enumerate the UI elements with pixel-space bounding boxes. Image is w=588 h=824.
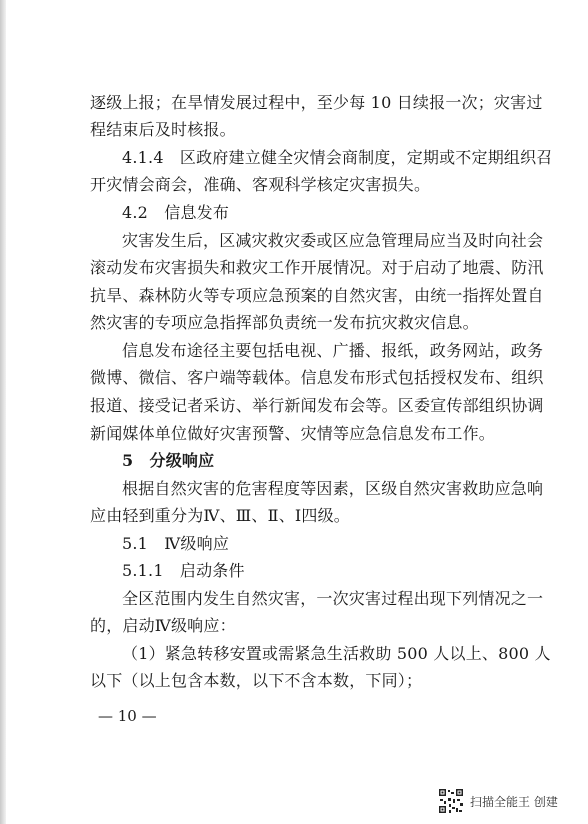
text-line: 然灾害的专项应急指挥部负责统一发布抗灾救灾信息。: [90, 313, 479, 332]
text-line: 以下（以上包含本数，以下不含本数，下同）；: [90, 671, 423, 690]
section-heading: 5.1.1 启动条件: [122, 561, 245, 580]
text-line: 的，启动Ⅳ级响应：: [90, 616, 236, 635]
qr-code-icon: [438, 788, 464, 814]
text-line: 抗旱、森林防火等专项应急预案的自然灾害，由统一指挥处置自: [90, 286, 544, 305]
section-heading: 4.2 信息发布: [122, 203, 230, 222]
page-edge-shadow: [0, 0, 6, 824]
text-line: 信息发布途径主要包括电视、广播、报纸，政务网站，政务: [122, 341, 544, 360]
text-line: 全区范围内发生自然灾害，一次灾害过程出现下列情况之一: [122, 589, 544, 608]
text-line: 微博、微信、客户端等载体。信息发布形式包括授权发布、组织: [90, 368, 544, 387]
text-line: 4.1.4 区政府建立健全灾情会商制度，定期或不定期组织召: [122, 148, 553, 167]
section-heading: 5.1 Ⅳ级响应: [122, 534, 230, 553]
text-line: 程结束后及时核报。: [90, 120, 236, 139]
text-line: 滚动发布灾害损失和救灾工作开展情况。对于启动了地震、防汛: [90, 258, 544, 277]
text-line: 开灾情会商会，准确、客观科学核定灾害损失。: [90, 175, 431, 194]
text-line: 应由轻到重分为Ⅳ、Ⅲ、Ⅱ、Ⅰ四级。: [90, 506, 351, 525]
text-line: （1）紧急转移安置或需紧急生活救助 500 人以上、800 人: [122, 644, 551, 663]
watermark-text: 扫描全能王 创建: [470, 794, 558, 809]
text-line: 报道、接受记者采访、举行新闻发布会等。区委宣传部组织协调: [90, 396, 544, 415]
text-line: 逐级上报；在旱情发展过程中，至少每 10 日续报一次；灾害过: [90, 93, 543, 112]
scanner-watermark: [438, 787, 558, 815]
section-heading: 5 分级响应: [122, 451, 215, 470]
text-line: 灾害发生后，区减灾救灾委或区应急管理局应当及时向社会: [122, 231, 544, 250]
page-number: — 10 —: [98, 707, 157, 725]
text-line: 根据自然灾害的危害程度等因素，区级自然灾害救助应急响: [122, 479, 544, 498]
text-line: 新闻媒体单位做好灾害预警、灾情等应急信息发布工作。: [90, 424, 496, 443]
